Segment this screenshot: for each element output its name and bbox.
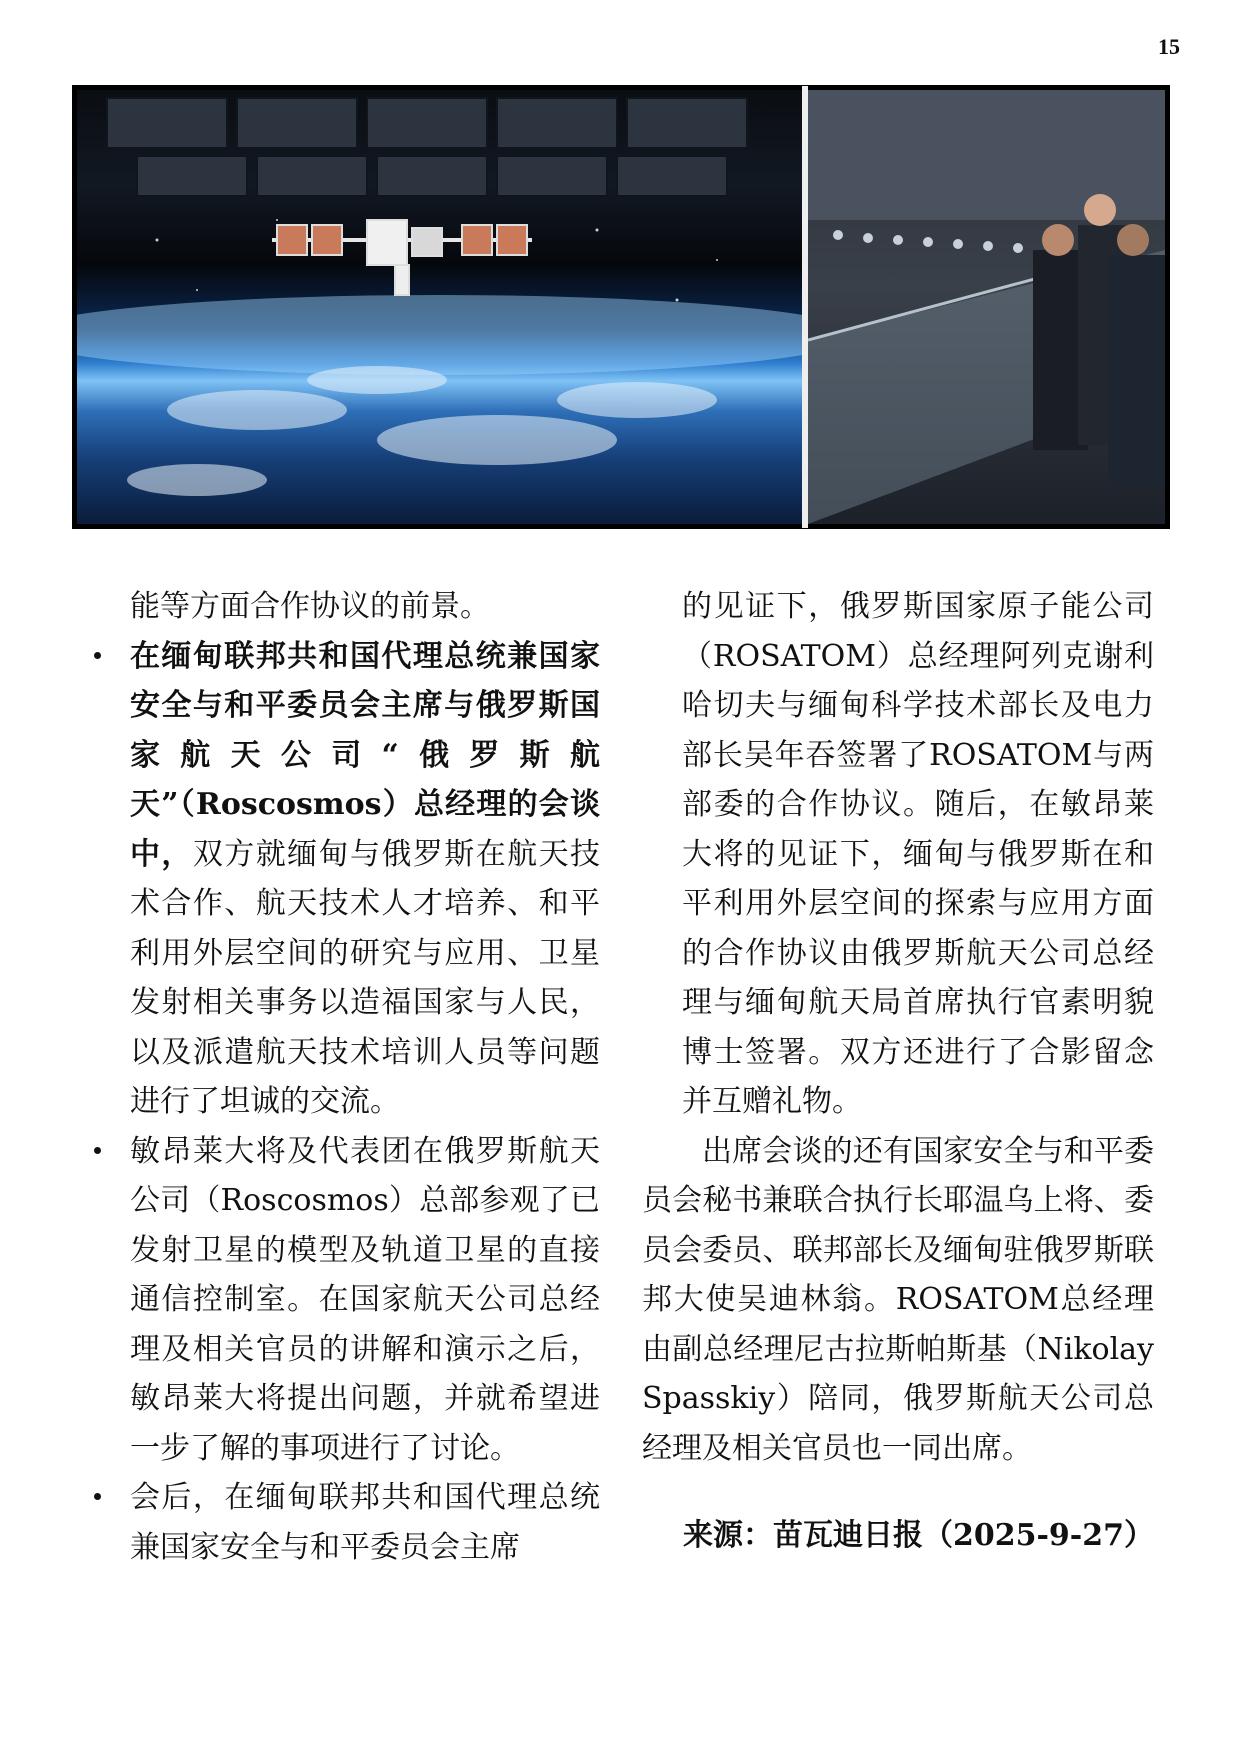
page-number: 15	[1158, 34, 1180, 59]
bullet-text: 敏昂莱大将及代表团在俄罗斯航天公司（Roscosmos）总部参观了已发射卫星的模型及轨道卫星的直接通信控制室。在国家航天公司总经理及相关官员的讲解和演示之后，敏昂莱大将提出问题，并就希望进一步了解的事项进行了讨论。	[130, 1133, 600, 1466]
bullet-item	[88, 1127, 600, 1474]
source-line: 来源：苗瓦迪日报（2025-9-27）	[682, 1518, 1154, 1553]
bullet-text: 会后，在缅甸联邦共和国代理总统兼国家安全与和平委员会主席	[130, 1480, 600, 1565]
space-station-photo	[77, 90, 802, 524]
bullet-bold-text: 在缅甸联邦共和国代理总统兼国家安全与和平委员会主席与俄罗斯国家航天公司“俄罗斯航天”（Roscosmos）总经理的会谈中，	[130, 638, 600, 872]
right-paragraph-2: 出席会谈的还有国家安全与和平委员会秘书兼联合执行长耶温乌上将、委员会委员、联邦部长及缅甸驻俄罗斯联邦大使吴迪林翁。ROSATOM总经理由副总经理尼古拉斯帕斯基（Nikolay Spasskiy）陪同，俄罗斯航天公司总经理及相关官员也一同出席。	[642, 1133, 1154, 1466]
bullet-text: 双方就缅甸与俄罗斯在航天技术合作、航天技术人才培养、和平利用外层空间的研究与应用、卫星发射相关事务以造福国家与人民，以及派遣航天技术培训人员等问题进行了坦诚的交流。	[130, 836, 601, 1119]
delegation-illustration	[808, 90, 1165, 524]
people-icon	[1033, 194, 1165, 485]
continuation-paragraph: 能等方面合作协议的前景。	[130, 589, 490, 624]
right-paragraph-1: 的见证下，俄罗斯国家原子能公司（ROSATOM）总经理阿列克谢利哈切夫与缅甸科学技术部长及电力部长吴年吞签署了ROSATOM与两部委的合作协议。随后，在敏昂莱大将的见证下，缅甸与俄罗斯在和平利用外层空间的探索与应用方面的合作协议由俄罗斯航天公司总经理与缅甸航天局首席执行官素明貌博士签署。双方还进行了合影留念并互赠礼物。	[682, 589, 1154, 1119]
bullet-icon	[94, 1147, 101, 1154]
right-column	[642, 582, 1154, 1561]
bullet-icon	[94, 652, 101, 659]
iss-icon	[272, 220, 532, 295]
wall-dials-icon	[833, 230, 1023, 253]
bullet-icon	[94, 1493, 101, 1500]
ceiling-panels-icon	[107, 98, 747, 196]
bullet-item	[88, 1473, 600, 1572]
space-station-illustration	[77, 90, 802, 524]
bullet-item	[88, 632, 600, 1127]
photo-strip	[72, 85, 1170, 529]
delegation-photo	[808, 90, 1165, 524]
left-column	[88, 582, 600, 1572]
